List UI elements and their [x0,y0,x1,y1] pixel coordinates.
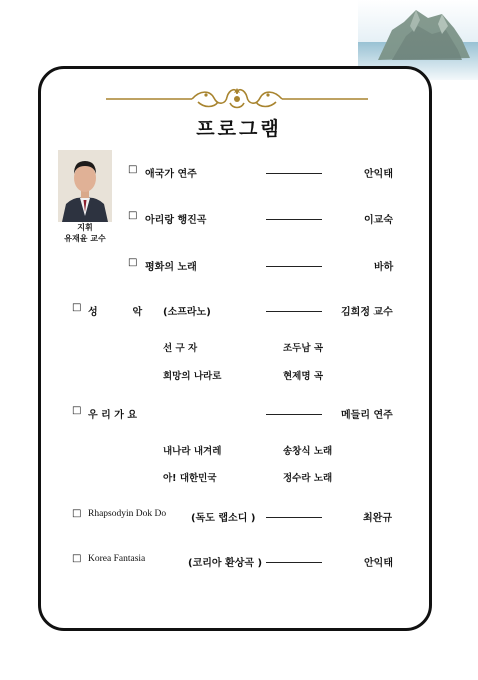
program-performer: 안익태 [364,169,393,180]
program-row-rhapsody [0,508,478,524]
conductor-role: 지휘 [77,223,93,232]
program-row-arirang [0,210,478,226]
vocal-song-title: 선 구 자 [163,343,198,354]
program-title: 우 리 가 요 [88,410,138,421]
program-row-peace [0,257,478,273]
program-performer: 바하 [374,262,394,273]
program-subtitle: (코리아 환상곡 ) [188,558,263,569]
vocal-song-title: 희망의 나라로 [163,371,222,382]
program-performer: 이교숙 [364,215,393,226]
program-title: 성 악 [88,307,143,318]
checkbox-icon: □ [128,257,138,268]
program-row-anthem [0,164,478,180]
medley-song-singer: 정수라 노래 [283,473,333,484]
program-performer: 김희정 교수 [341,307,393,318]
vocal-song-composer: 조두남 곡 [283,343,324,354]
medley-song-title: 아! 대한민국 [163,473,217,484]
leader-line [266,173,322,174]
program-title: Rhapsodyin Dok Do [88,509,167,519]
page-title: 프로그램 [196,118,282,140]
program-performer: 메들리 연주 [341,410,393,421]
program-row-medley [0,405,478,421]
conductor-name: 유재윤 교수 [64,234,106,243]
leader-line [266,414,322,415]
leader-line [266,562,322,563]
medley-song-title: 내나라 내겨레 [163,446,222,457]
leader-line [266,219,322,220]
checkbox-icon: □ [128,164,138,175]
checkbox-icon: □ [72,508,82,519]
checkbox-icon: □ [72,405,82,416]
program-subtitle: (소프라노) [163,307,211,318]
program-performer: 안익태 [364,558,393,569]
ornamental-divider-icon [106,86,368,112]
program-title: 애국가 연주 [145,169,197,180]
program-subtitle: (독도 랩소디 ) [191,513,256,524]
program-row-fantasia [0,553,478,569]
leader-line [266,266,322,267]
program-title: 아리랑 행진곡 [145,215,207,226]
checkbox-icon: □ [72,302,82,313]
vocal-song-composer: 현제명 곡 [283,371,324,382]
checkbox-icon: □ [72,553,82,564]
program-title: Korea Fantasia [88,554,146,564]
medley-song-singer: 송창식 노래 [283,446,333,457]
leader-line [266,517,322,518]
program-performer: 최완규 [363,513,392,524]
leader-line [266,311,322,312]
program-title: 평화의 노래 [145,262,197,273]
program-row-vocal [0,302,478,318]
checkbox-icon: □ [128,210,138,221]
